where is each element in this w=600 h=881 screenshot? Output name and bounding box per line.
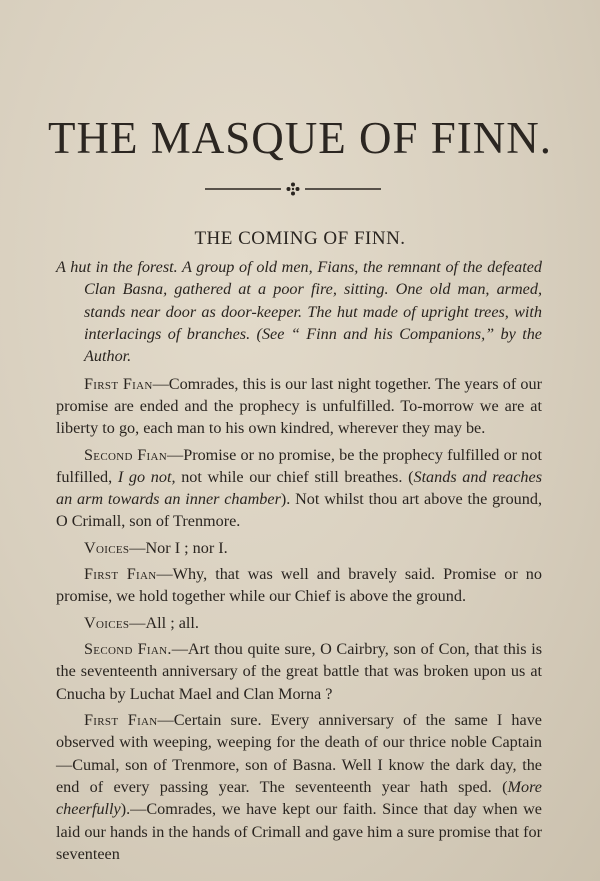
dialogue-text: —All ; all. xyxy=(129,613,199,632)
dialogue-text: ). Not whilst thou art above the ground, O Crimall, son of Trenmore. xyxy=(56,490,542,531)
dialogue-paragraph xyxy=(56,444,542,533)
speaker-name: First Fian xyxy=(84,710,158,729)
dialogue-text: —Comrades, this is our last night together. The years of our promise are ended and the prophecy is unfulfilled. To-morrow we are at liberty to go, each man to his own kindred, wherever they may be. xyxy=(56,374,542,438)
dialogue-paragraph xyxy=(56,537,542,559)
speaker-name: Voices xyxy=(84,613,130,632)
dialogue-paragraph xyxy=(56,373,542,440)
section-heading: THE COMING OF FINN. xyxy=(194,228,406,249)
dialogue-text: —Nor I ; nor I. xyxy=(129,538,228,557)
ornament-divider-icon xyxy=(205,182,381,196)
italic-text: I go not, xyxy=(117,467,176,486)
dialogue-text: —Why, that was well and bravely said. Promise or no promise, we hold together while our Chief is above the ground. xyxy=(56,565,542,606)
dialogue-text: not while our chief still breathes. ( xyxy=(175,467,414,486)
dialogue-paragraph xyxy=(56,709,542,865)
dialogue-paragraph xyxy=(56,612,542,634)
page-title: THE MASQUE OF FINN. xyxy=(47,113,553,163)
speaker-name: First Fian xyxy=(84,374,153,393)
stage-aside: More cheerfully xyxy=(56,777,542,819)
dialogue-text: —Art thou quite sure, O Cairbry, son of Con, that this is the seventeenth anniversary of the great battle that was broken upon us at Cnucha by Luchat Mael and Clan Morna ? xyxy=(56,640,542,703)
dialogue-text: ).—Comrades, we have kept our faith. Since that day when we laid our hands in the hands of Crimall and gave him a sure promise that for seventeen xyxy=(56,800,542,863)
dialogue-text: —Certain sure. Every anniversary of the same I have observed with weeping, weeping for the death of our thrice noble Captain—Cumal, son of Trenmore, son of Basna. Well I know the dark day, the end of every passing year. The seventeenth year hath sped. ( xyxy=(56,710,542,796)
dialogue-text: —Promise or no promise, be the prophecy fulfilled or not fulfilled, xyxy=(56,445,542,486)
dialogue-paragraph xyxy=(56,563,542,608)
speaker-name: Second Fian. xyxy=(84,640,172,658)
speaker-name: Voices xyxy=(84,538,130,557)
speaker-name: First Fian xyxy=(84,565,157,584)
body-text xyxy=(56,256,542,869)
stage-direction: A hut in the forest. A group of old men, Fians, the remnant of the defeated Clan Basna, gathered at a poor fire, sitting. One old man, armed, stands near door as door-keeper. The hut made of upright trees, with interlacings of branches. (See “ Finn and his Companions,” by the Author. xyxy=(56,258,542,366)
stage-aside: Stands and reaches an arm towards an inner chamber xyxy=(56,467,543,509)
speaker-name: Second Fian xyxy=(84,445,167,464)
dialogue-paragraph xyxy=(56,638,542,705)
